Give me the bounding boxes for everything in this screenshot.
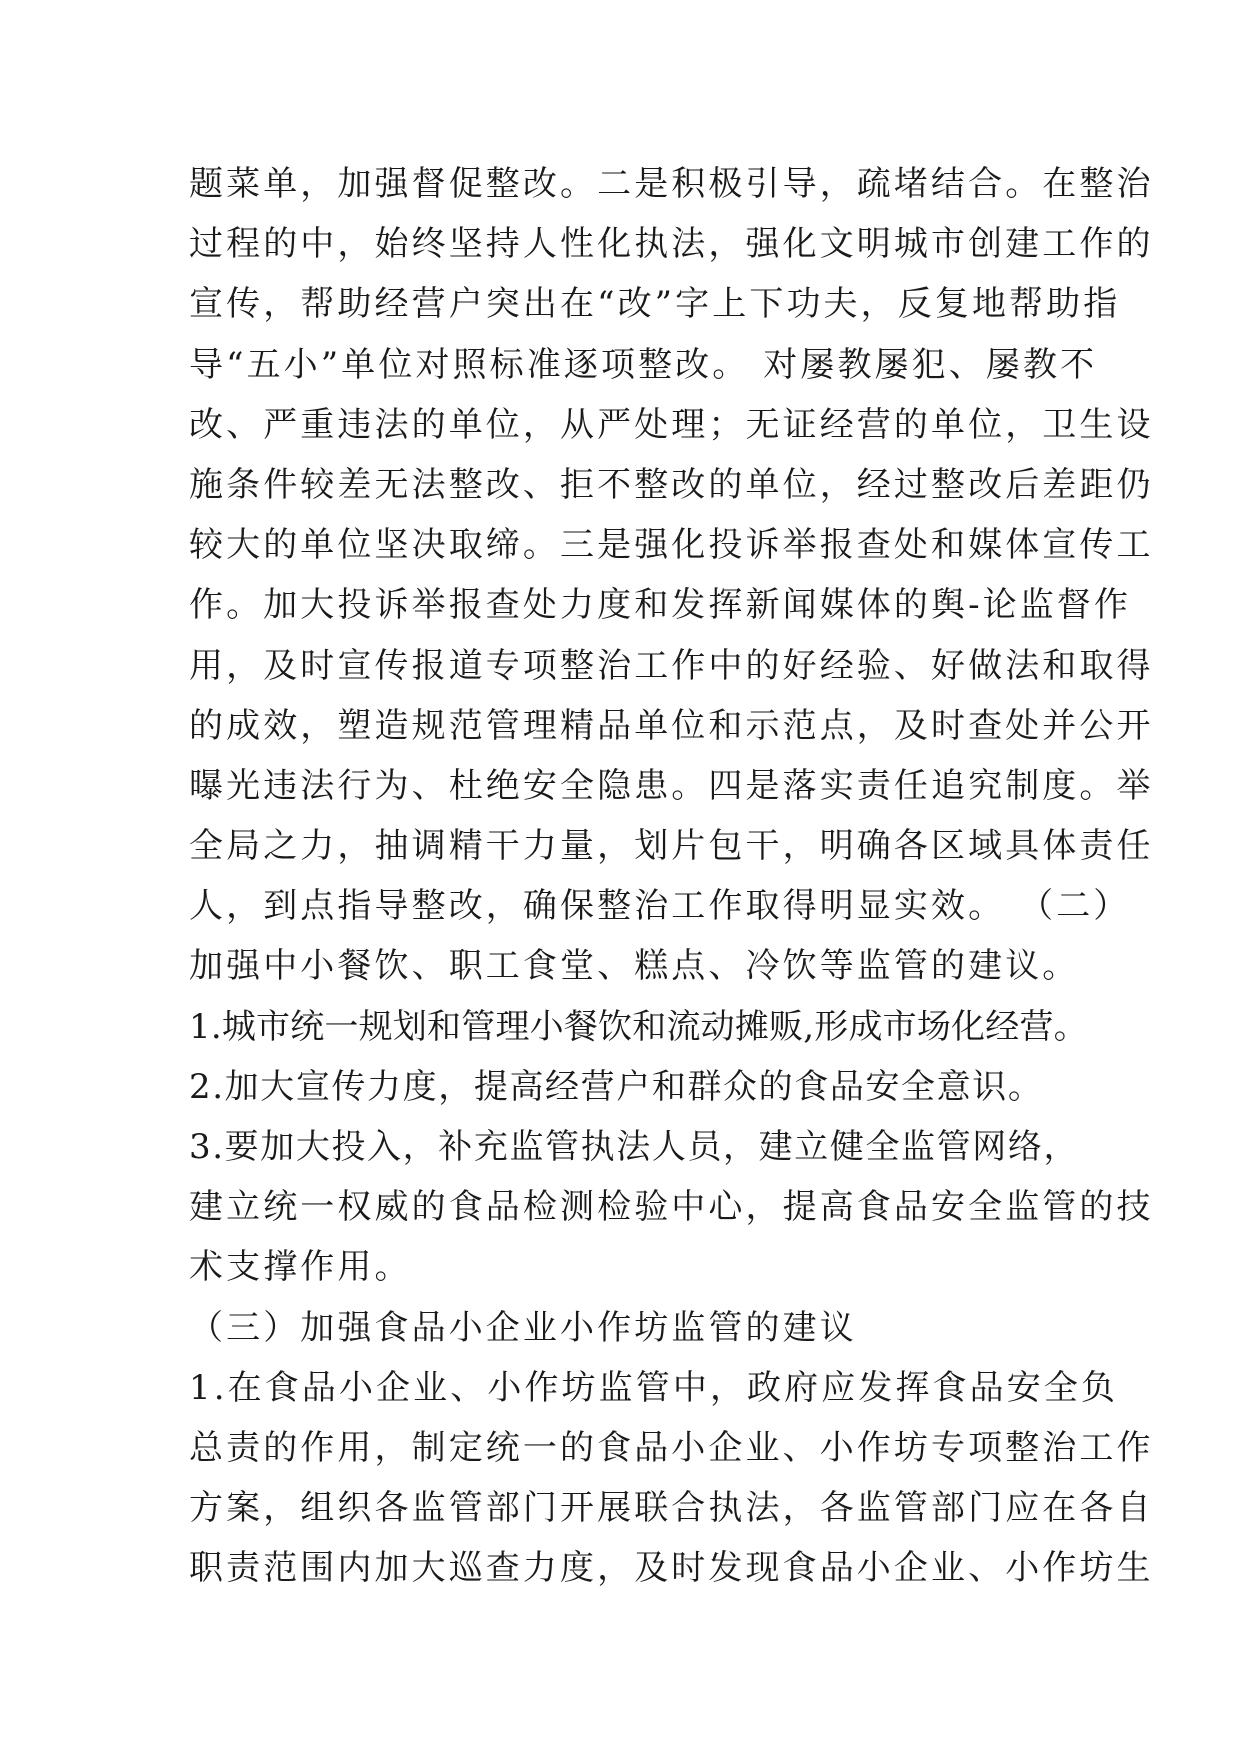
text-line: 导“五小”单位对照标准逐项整改。 对屡教屡犯、屡教不	[189, 344, 1098, 385]
text-line: 总责的作用，制定统一的食品小企业、小作坊专项整治工作	[189, 1427, 1154, 1468]
text-line: 术支撑作用。	[189, 1247, 412, 1288]
text-line: 较大的单位坚决取缔。三是强化投诉举报查处和媒体宣传工	[189, 525, 1154, 566]
text-line: 曝光违法行为、杜绝安全隐患。四是落实责任追究制度。举	[189, 765, 1154, 806]
text-line: 职责范围内加大巡查力度，及时发现食品小企业、小作坊生	[189, 1548, 1154, 1589]
text-line: 方案，组织各监管部门开展联合执法，各监管部门应在各自	[189, 1488, 1154, 1529]
text-line: 加强中小餐饮、职工食堂、糕点、冷饮等监管的建议。	[189, 946, 1080, 987]
list-item-2: 2.加大宣传力度，提高经营户和群众的食品安全意识。	[189, 1066, 1044, 1107]
text-line: 全局之力，抽调精干力量，划片包干，明确各区域具体责任	[189, 826, 1154, 867]
list-item-1: 1.在食品小企业、小作坊监管中，政府应发挥食品安全负	[189, 1367, 1119, 1408]
text-line: 宣传，帮助经营户突出在“改”字上下功夫，反复地帮助指	[189, 284, 1121, 325]
text-line: 施条件较差无法整改、拒不整改的单位，经过整改后差距仍	[189, 464, 1154, 505]
text-line: 建立统一权威的食品检测检验中心，提高食品安全监管的技	[189, 1187, 1154, 1228]
text-line: 人，到点指导整改，确保整治工作取得明显实效。 （二）	[189, 886, 1131, 927]
section-heading: （三）加强食品小企业小作坊监管的建议	[189, 1307, 857, 1348]
text-line: 用，及时宣传报道专项整治工作中的好经验、好做法和取得	[189, 645, 1154, 686]
text-line: 作。加大投诉举报查处力度和发挥新闻媒体的舆-论监督作	[189, 585, 1132, 626]
list-item-3: 3.要加大投入，补充监管执法人员，建立健全监管网络，	[189, 1127, 1080, 1167]
text-line: 的成效，塑造规范管理精品单位和示范点，及时查处并公开	[189, 705, 1154, 746]
text-line: 过程的中，始终坚持人性化执法，强化文明城市创建工作的	[189, 224, 1154, 265]
list-item-1: 1.城市统一规划和管理小餐饮和流动摊贩,形成市场化经营。	[189, 1006, 1088, 1047]
body-text	[189, 154, 1154, 1599]
text-line: 题菜单，加强督促整改。二是积极引导，疏堵结合。在整治	[189, 164, 1154, 204]
text-line: 改、严重违法的单位，从严处理；无证经营的单位，卫生设	[189, 404, 1154, 445]
